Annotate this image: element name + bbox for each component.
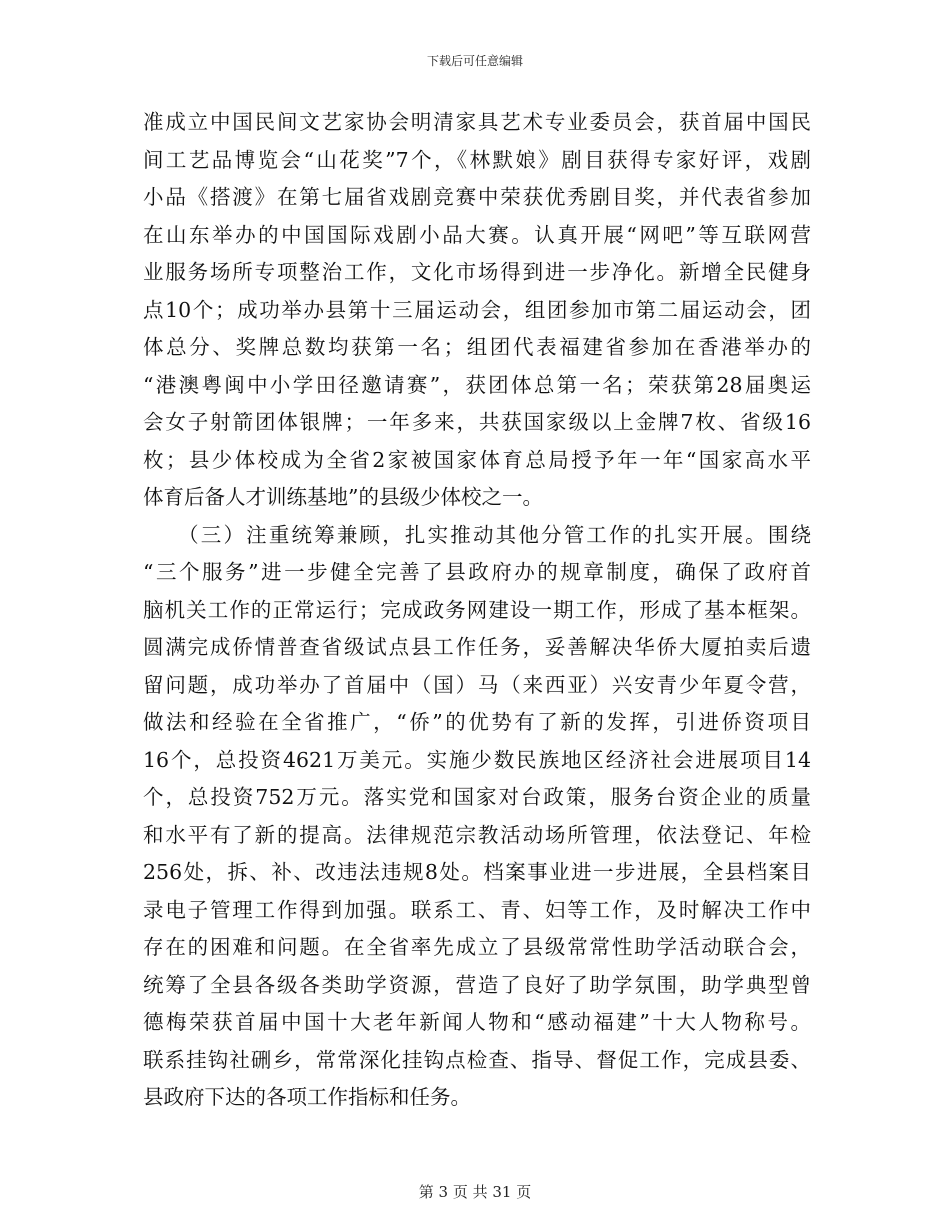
text-line: 小品《搭渡》在第七届省戏剧竞赛中荣获优秀剧目奖，并代表省参加 — [143, 185, 811, 209]
text-line: “三个服务”进一步健全完善了县政府办的规章制度，确保了政府首 — [143, 560, 811, 584]
text-line: 体总分、奖牌总数均获第一名；组团代表福建省参加在香港举办的 — [143, 335, 811, 359]
text-line: 个，总投资752万元。落实党和国家对台政策，服务台资企业的质量 — [143, 785, 811, 809]
text-line: 德梅荣获首届中国十大老年新闻人物和“感动福建”十大人物称号。 — [143, 1010, 811, 1034]
text-line: 256处，拆、补、改违法违规8处。档案事业进一步进展，全县档案目 — [143, 860, 811, 884]
text-line: 会女子射箭团体银牌；一年多来，共获国家级以上金牌7枚、省级16 — [143, 410, 811, 434]
text-line: 和水平有了新的提高。法律规范宗教活动场所管理，依法登记、年检 — [143, 822, 811, 847]
text-line: 脑机关工作的正常运行；完成政务网建设一期工作，形成了基本框架。 — [143, 597, 811, 622]
text-line: 间工艺品博览会“山花奖”7个，《林默娘》剧目获得专家好评，戏剧 — [143, 147, 811, 172]
page-number: 第 3 页 共 31 页 — [418, 1183, 532, 1201]
text-line: 准成立中国民间文艺家协会明清家具艺术专业委员会，获首届中国民 — [143, 110, 811, 134]
page-header: 下载后可任意编辑 — [426, 54, 523, 68]
text-line: 16个，总投资4621万美元。实施少数民族地区经济社会进展项目14 — [143, 747, 811, 772]
document-body — [143, 104, 811, 1117]
text-line: 做法和经验在全省推广，“侨”的优势有了新的发挥，引进侨资项目 — [143, 710, 811, 734]
text-line: 点10个；成功举办县第十三届运动会，组团参加市第二届运动会，团 — [143, 297, 811, 322]
text-line: “港澳粤闽中小学田径邀请赛”，获团体总第一名；荣获第28届奥运 — [143, 372, 811, 397]
paragraph-end-line: 体育后备人才训练基地”的县级少体校之一。 — [143, 485, 543, 509]
text-line: 在山东举办的中国国际戏剧小品大赛。认真开展“网吧”等互联网营 — [143, 222, 811, 247]
text-line: 统筹了全县各级各类助学资源，营造了良好了助学氛围，助学典型曾 — [143, 972, 811, 997]
paragraph-end-line: 县政府下达的各项工作指标和任务。 — [143, 1085, 471, 1109]
text-line: （三）注重统筹兼顾，扎实推动其他分管工作的扎实开展。围绕 — [143, 522, 811, 547]
text-line: 圆满完成侨情普查省级试点县工作任务，妥善解决华侨大厦拍卖后遗 — [143, 635, 811, 659]
text-line: 留问题，成功举办了首届中（国）马（来西亚）兴安青少年夏令营， — [143, 672, 811, 697]
text-line: 枚；县少体校成为全省2家被国家体育总局授予年一年“国家高水平 — [143, 447, 811, 472]
text-line: 业服务场所专项整治工作，文化市场得到进一步净化。新增全民健身 — [143, 260, 811, 284]
text-line: 录电子管理工作得到加强。联系工、青、妇等工作，及时解决工作中 — [143, 897, 811, 922]
text-line: 存在的困难和问题。在全省率先成立了县级常常性助学活动联合会， — [143, 935, 811, 959]
text-line: 联系挂钩社硎乡，常常深化挂钩点检查、指导、督促工作，完成县委、 — [143, 1047, 811, 1072]
